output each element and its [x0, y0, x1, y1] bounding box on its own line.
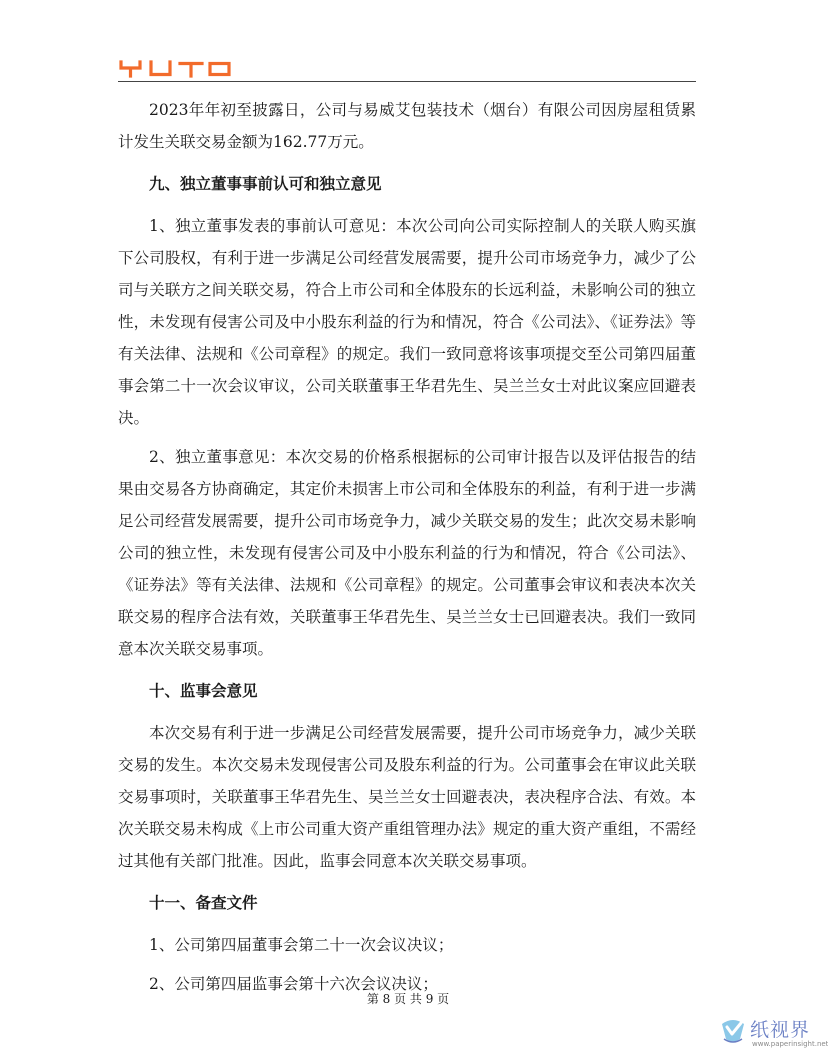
paperinsight-logo-icon: [718, 1015, 748, 1045]
watermark-url: www.paperinsight.net: [752, 1040, 828, 1048]
paragraph-prior-approval: 1、独立董事发表的事前认可意见：本次公司向公司实际控制人的关联人购买旗下公司股权，有利于进一步满足公司经营发展需要，提升公司市场竞争力，减少了公司与关联方之间关联交易，符合上市公司和全体股东的长远利益，未影响公司的独立性，未发现有侵害公司及中小股东利益的行为和情况，符合《公司法》、《证券法》等有关法律、法规和《公司章程》的规定。我们一致同意将该事项提交至公司第四届董事会第二十一次会议审议，公司关联董事王华君先生、吴兰兰女士对此议案应回避表决。: [118, 217, 696, 427]
section-heading-9: 九、独立董事事前认可和独立意见: [149, 174, 382, 193]
section-heading-11: 十一、备查文件: [149, 893, 258, 912]
list-item-supervisory-resolution: 2、公司第四届监事会第十六次会议决议；: [149, 975, 438, 993]
watermark: [718, 1013, 828, 1053]
watermark-name: 纸视界: [750, 1019, 811, 1041]
section-heading-10: 十、监事会意见: [149, 681, 258, 700]
page-number: 第 8 页 共 9 页: [366, 992, 450, 1006]
paragraph-supervisory-opinion: 本次交易有利于进一步满足公司经营发展需要，提升公司市场竞争力，减少关联交易的发生。本次交易未发现侵害公司及股东利益的行为。公司董事会在审议此关联交易事项时，关联董事王华君先生、吴兰兰女士回避表决，表决程序合法、有效。本次关联交易未构成《上市公司重大资产重组管理办法》规定的重大资产重组，不需经过其他有关部门批准。因此，监事会同意本次关联交易事项。: [118, 724, 696, 870]
document-body: [118, 94, 696, 1000]
header-rule: [118, 81, 696, 82]
paragraph-independent-opinion: 2、独立董事意见：本次交易的价格系根据标的公司审计报告以及评估报告的结果由交易各方协商确定，其定价未损害上市公司和全体股东的利益，有利于进一步满足公司经营发展需要，提升公司市场竞争力，减少关联交易的发生；此次交易未影响公司的独立性，未发现有侵害公司及中小股东利益的行为和情况，符合《公司法》、《证券法》等有关法律、法规和《公司章程》的规定。公司董事会审议和表决本次关联交易的程序合法有效，关联董事王华君先生、吴兰兰女士已回避表决。我们一致同意本次关联交易事项。: [118, 448, 696, 658]
paragraph-intro: 2023年年初至披露日，公司与易威艾包装技术（烟台）有限公司因房屋租赁累计发生关联交易金额为162.77万元。: [118, 101, 696, 151]
list-item-board-resolution: 1、公司第四届董事会第二十一次会议决议；: [149, 936, 454, 954]
yuto-logo: [118, 60, 232, 78]
